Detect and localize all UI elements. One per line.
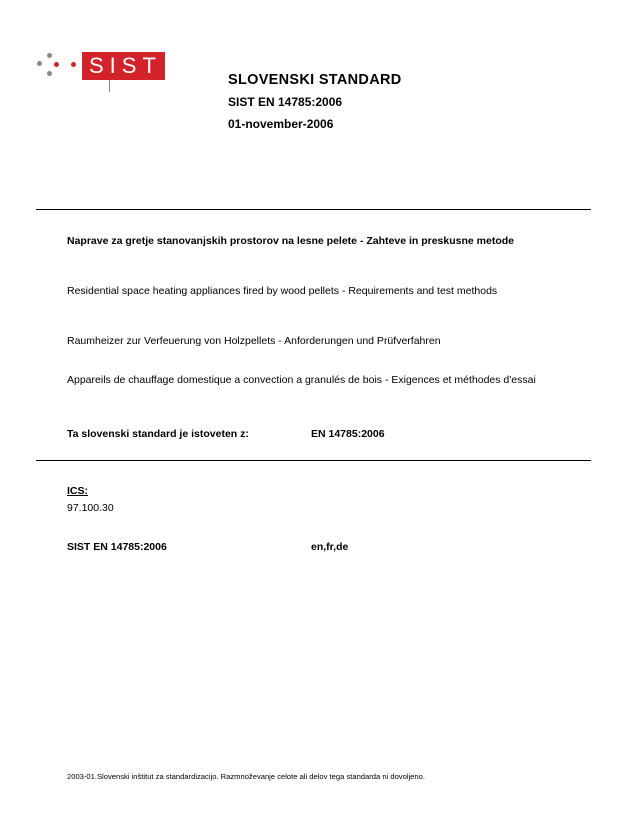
divider-top (36, 209, 591, 210)
title-french: Appareils de chauffage domestique a convection a granulés de bois - Exigences et méthodes d'essai (67, 374, 536, 386)
identical-value: EN 14785:2006 (311, 428, 385, 440)
logo-dot-icon (71, 62, 76, 67)
ics-value: 97.100.30 (67, 502, 114, 514)
bottom-standard-code: SIST EN 14785:2006 (67, 541, 167, 553)
copyright-footer: 2003-01.Slovenski inštitut za standardizacijo. Razmnoževanje celote ali delov tega standarda ni dovoljeno. (67, 772, 425, 781)
publication-date: 01-november-2006 (228, 117, 334, 131)
title-german: Raumheizer zur Verfeuerung von Holzpellets - Anforderungen und Prüfverfahren (67, 335, 441, 347)
identical-label: Ta slovenski standard je istoveten z: (67, 428, 249, 440)
logo-wordmark: SIST (82, 52, 165, 80)
logo-dot-icon (47, 53, 52, 58)
logo-dot-icon (54, 62, 59, 67)
title-english: Residential space heating appliances fired by wood pellets - Requirements and test methods (67, 285, 498, 297)
logo-dot-icon (37, 61, 42, 66)
title-slovenian: Naprave za gretje stanovanjskih prostorov na lesne pelete - Zahteve in preskusne metode (67, 235, 514, 247)
logo-divider (109, 80, 110, 92)
standard-code: SIST EN 14785:2006 (228, 95, 343, 109)
divider-bottom (36, 460, 591, 461)
languages: en,fr,de (311, 541, 349, 553)
document-title: SLOVENSKI STANDARD (228, 72, 402, 88)
sist-logo (36, 48, 166, 93)
logo-dot-icon (47, 71, 52, 76)
ics-label: ICS: (67, 485, 88, 497)
